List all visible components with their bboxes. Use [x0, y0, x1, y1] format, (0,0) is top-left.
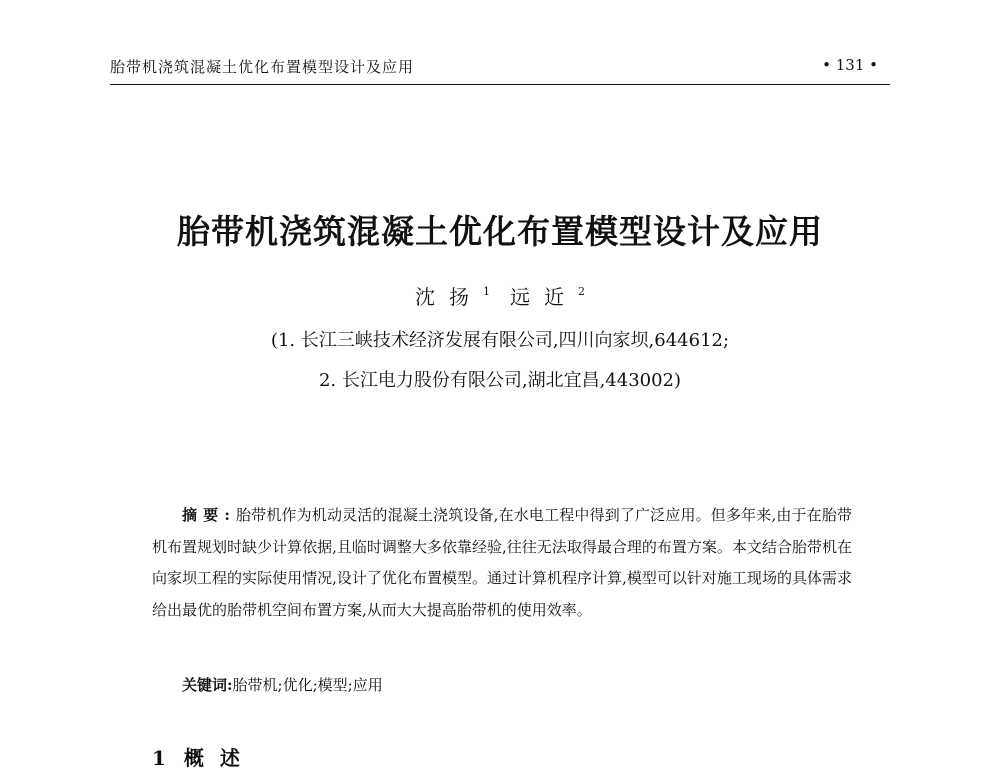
- author-1-affiliation-mark: 1: [483, 285, 490, 298]
- paper-title: 胎带机浇筑混凝土优化布置模型设计及应用: [177, 212, 823, 251]
- keywords: [182, 674, 383, 695]
- section-title: 概述: [183, 746, 256, 770]
- author-1-name: 沈扬: [415, 285, 483, 309]
- section-number: 1: [152, 746, 166, 770]
- section-heading: [152, 742, 256, 771]
- keywords-text: 胎带机;优化;模型;应用: [232, 676, 383, 694]
- abstract-label: 摘要:: [182, 506, 236, 524]
- page-number: • 131 •: [822, 56, 878, 74]
- author-1: [415, 281, 490, 310]
- abstract-text: 胎带机作为机动灵活的混凝土浇筑设备,在水电工程中得到了广泛应用。但多年来,由于在胎带机布置规划时缺少计算依据,且临时调整大多依靠经验,往往无法取得最合理的布置方案。本文结合胎带机在向家坝工程的实际使用情况,设计了优化布置模型。通过计算机程序计算,模型可以针对施工现场的具体需求给出最优的胎带机空间布置方案,从而大大提高胎带机的使用效率。: [152, 506, 852, 619]
- running-head-title: 胎带机浇筑混凝土优化布置模型设计及应用: [110, 58, 415, 76]
- affiliation-2: 2. 长江电力股份有限公司,湖北宜昌,443002): [318, 370, 682, 391]
- affiliation-1: (1. 长江三峡技术经济发展有限公司,四川向家坝,644612;: [270, 330, 730, 351]
- author-2-name: 远近: [510, 285, 578, 309]
- author-list: [0, 281, 1000, 310]
- author-2: [510, 281, 585, 310]
- abstract: [152, 500, 852, 626]
- running-head: [110, 56, 890, 85]
- keywords-label: 关键词:: [182, 676, 233, 694]
- author-2-affiliation-mark: 2: [578, 285, 585, 298]
